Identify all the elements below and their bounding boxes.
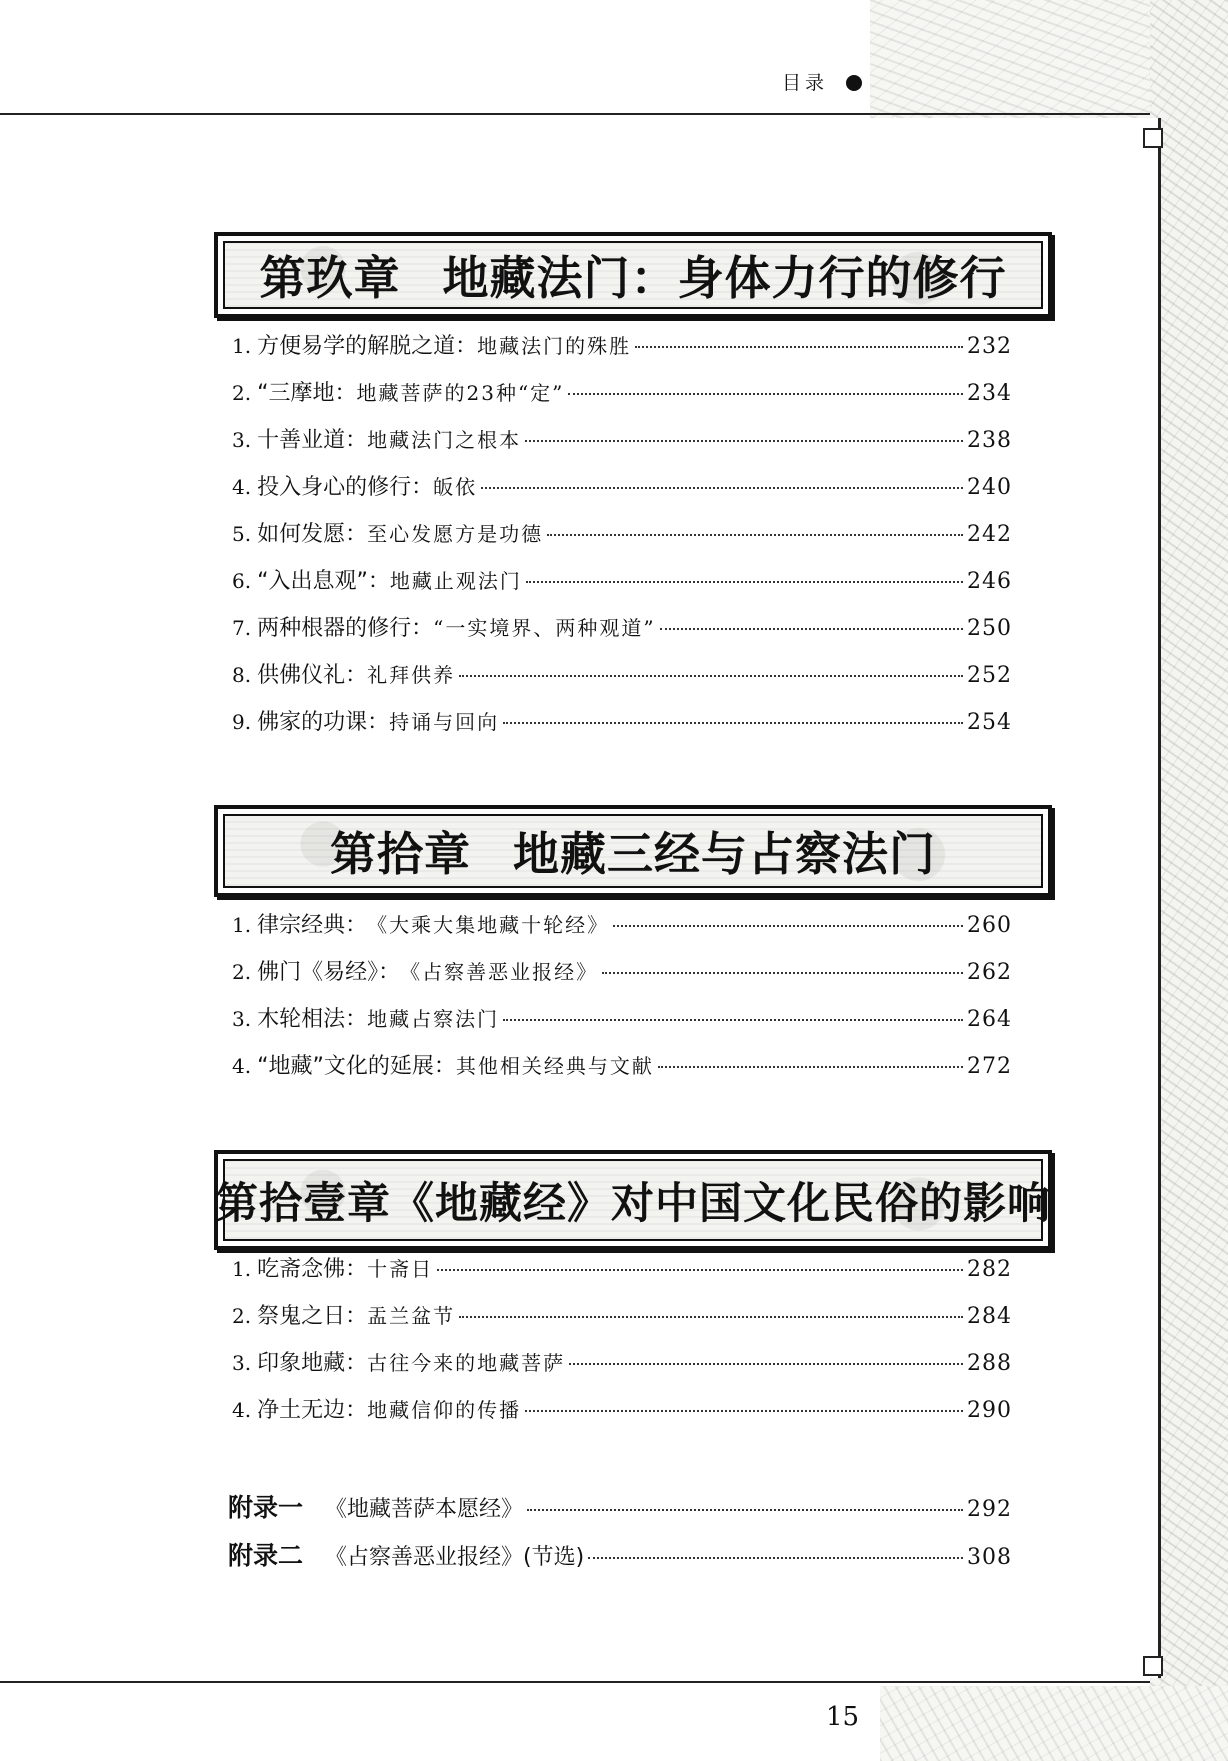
dot-leader — [526, 581, 963, 583]
dot-leader — [588, 1557, 963, 1559]
appendix-entry[interactable]: 附录二 《占察善恶业报经》(节选) 308 — [228, 1541, 1012, 1570]
page-number: 15 — [826, 1702, 860, 1732]
page-ref: 290 — [967, 1398, 1012, 1423]
header-bullet-icon — [846, 75, 862, 91]
toc-entry[interactable]: 1. 吃斋念佛： 十斋日 282 — [232, 1257, 1012, 1282]
top-rule — [0, 113, 1150, 115]
page-ref: 242 — [967, 522, 1012, 547]
dot-leader — [613, 925, 963, 927]
page-ref: 282 — [967, 1257, 1012, 1282]
toc-entry[interactable]: 4. 净土无边： 地藏信仰的传播 290 — [232, 1398, 1012, 1423]
dot-leader — [569, 1363, 963, 1365]
dot-leader — [660, 628, 963, 630]
decorative-border-bottom — [880, 1686, 1228, 1761]
toc-list-chapter-9 — [232, 329, 1012, 752]
appendix-list — [228, 1488, 1012, 1584]
chapter-title: 《地藏经》对中国文化民俗的影响 — [391, 1178, 1051, 1229]
toc-entry[interactable]: 2. 祭鬼之日： 盂兰盆节 284 — [232, 1304, 1012, 1329]
page-ref: 254 — [967, 710, 1012, 735]
bottom-rule — [0, 1681, 1150, 1683]
page-ref: 308 — [967, 1545, 1012, 1570]
toc-entry[interactable]: 2. 佛门《易经》： 《占察善恶业报经》 262 — [232, 960, 1012, 985]
toc-entry[interactable]: 4. 投入身心的修行： 皈依 240 — [232, 475, 1012, 500]
page-ref: 250 — [967, 616, 1012, 641]
toc-entry[interactable]: 4. “地藏”文化的延展： 其他相关经典与文献 272 — [232, 1054, 1012, 1079]
toc-list-chapter-10 — [232, 908, 1012, 1096]
page-ref: 284 — [967, 1304, 1012, 1329]
page-ref: 288 — [967, 1351, 1012, 1376]
toc-entry[interactable]: 7. 两种根器的修行： “一实境界、两种观道” 250 — [232, 616, 1012, 641]
dot-leader — [459, 1316, 963, 1318]
toc-entry[interactable]: 9. 佛家的功课： 持诵与回向 254 — [232, 710, 1012, 735]
chapter-heading-11 — [214, 1150, 1052, 1250]
dot-leader — [602, 972, 963, 974]
dot-leader — [635, 346, 963, 348]
page-ref: 260 — [967, 913, 1012, 938]
chapter-title: 地藏三经与占察法门 — [513, 827, 936, 881]
toc-entry[interactable]: 6. “入出息观”： 地藏止观法门 246 — [232, 569, 1012, 594]
dot-leader — [459, 675, 963, 677]
toc-entry[interactable]: 1. 方便易学的解脱之道： 地藏法门的殊胜 232 — [232, 334, 1012, 359]
page-ref: 262 — [967, 960, 1012, 985]
toc-entry[interactable]: 8. 供佛仪礼： 礼拜供养 252 — [232, 663, 1012, 688]
page-ref: 292 — [967, 1497, 1012, 1522]
page-ref: 232 — [967, 334, 1012, 359]
page-ref: 264 — [967, 1007, 1012, 1032]
chapter-number: 第拾壹章 — [215, 1178, 391, 1229]
toc-list-chapter-11 — [232, 1252, 1012, 1440]
dot-leader — [658, 1066, 963, 1068]
toc-entry[interactable]: 3. 十善业道： 地藏法门之根本 238 — [232, 428, 1012, 453]
dot-leader — [503, 1019, 963, 1021]
page-ref: 238 — [967, 428, 1012, 453]
page-ref: 240 — [967, 475, 1012, 500]
chapter-number: 第拾章 — [330, 827, 471, 881]
dot-leader — [437, 1269, 963, 1271]
page-ref: 246 — [967, 569, 1012, 594]
dot-leader — [527, 1509, 963, 1511]
page-ref: 272 — [967, 1054, 1012, 1079]
chapter-number: 第玖章 — [259, 251, 401, 305]
dot-leader — [481, 487, 963, 489]
decorative-border-right — [1150, 0, 1228, 1761]
toc-entry[interactable]: 2. “三摩地： 地藏菩萨的23种“定” 234 — [232, 381, 1012, 406]
corner-bracket-icon — [1143, 128, 1163, 148]
dot-leader — [547, 534, 963, 536]
page-ref: 252 — [967, 663, 1012, 688]
running-header: 目录 — [782, 72, 829, 94]
dot-leader — [503, 722, 963, 724]
toc-entry[interactable]: 1. 律宗经典： 《大乘大集地藏十轮经》 260 — [232, 913, 1012, 938]
toc-entry[interactable]: 3. 印象地藏： 古往今来的地藏菩萨 288 — [232, 1351, 1012, 1376]
page-ref: 234 — [967, 381, 1012, 406]
chapter-heading-10 — [214, 805, 1052, 897]
dot-leader — [525, 440, 963, 442]
dot-leader — [525, 1410, 963, 1412]
chapter-title: 地藏法门：身体力行的修行 — [442, 251, 1007, 305]
chapter-heading-9 — [214, 232, 1052, 318]
dot-leader — [568, 393, 963, 395]
corner-bracket-icon — [1143, 1656, 1163, 1676]
appendix-entry[interactable]: 附录一 《地藏菩萨本愿经》 292 — [228, 1493, 1012, 1522]
toc-entry[interactable]: 3. 木轮相法： 地藏占察法门 264 — [232, 1007, 1012, 1032]
toc-entry[interactable]: 5. 如何发愿： 至心发愿方是功德 242 — [232, 522, 1012, 547]
